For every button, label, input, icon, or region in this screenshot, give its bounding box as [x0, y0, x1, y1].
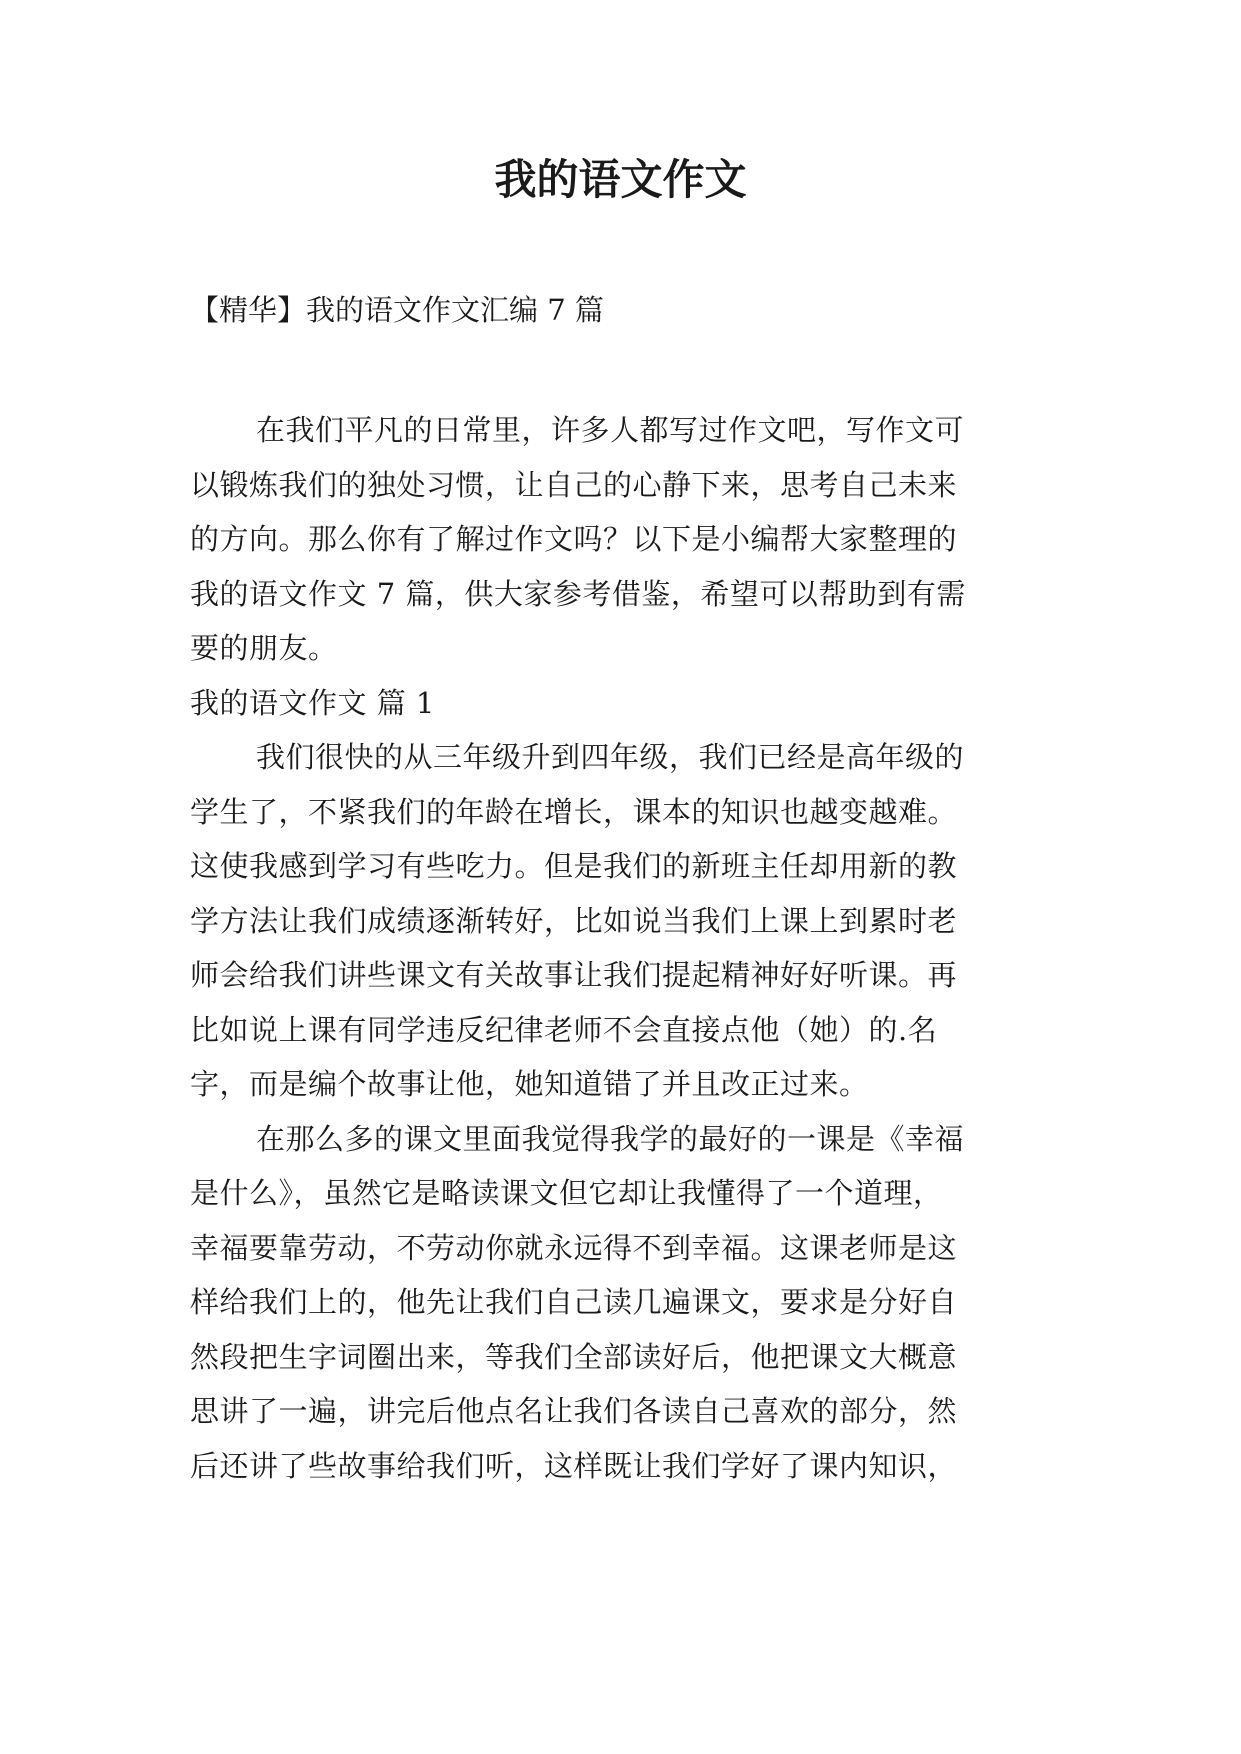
document-subtitle: 【精华】我的语文作文汇编 7 篇 [190, 293, 604, 327]
text-line: 字，而是编个故事让他，她知道错了并且改正过来。 [190, 1067, 869, 1101]
text-line: 然段把生字词圈出来，等我们全部读好后，他把课文大概意 [190, 1339, 958, 1374]
text-line: 我的语文作文 7 篇，供大家参考借鉴，希望可以帮助到有需 [190, 576, 966, 611]
text-line: 样给我们上的，他先让我们自己读几遍课文，要求是分好自 [190, 1285, 958, 1319]
section-heading: 我的语文作文 篇 1 [190, 685, 435, 720]
text-line: 在我们平凡的日常里，许多人都写过作文吧，写作文可 [256, 413, 965, 447]
text-line: 我们很快的从三年级升到四年级，我们已经是高年级的 [256, 740, 965, 774]
text-line: 在那么多的课文里面我觉得我学的最好的一课是《幸福 [256, 1121, 965, 1156]
document-title: 我的语文作文 [494, 155, 747, 204]
text-line: 的方向。那么你有了解过作文吗？以下是小编帮大家整理的 [190, 522, 958, 556]
text-line: 思讲了一遍，讲完后他点名让我们各读自己喜欢的部分，然 [190, 1394, 958, 1428]
text-line: 后还讲了些故事给我们听，这样既让我们学好了课内知识， [190, 1448, 958, 1483]
text-line: 学方法让我们成绩逐渐转好，比如说当我们上课上到累时老 [190, 903, 958, 938]
text-line: 要的朋友。 [190, 631, 338, 665]
intro-paragraph [190, 403, 1056, 1493]
text-line: 比如说上课有同学违反纪律老师不会直接点他（她）的.名 [190, 1012, 938, 1047]
text-line: 是什么》，虽然它是略读课文但它却让我懂得了一个道理， [190, 1176, 943, 1210]
text-line: 师会给我们讲些课文有关故事让我们提起精神好好听课。再 [190, 958, 958, 992]
text-line: 以锻炼我们的独处习惯，让自己的心静下来，思考自己未来 [190, 467, 958, 502]
text-line: 幸福要靠劳动，不劳动你就永远得不到幸福。这课老师是这 [190, 1230, 958, 1265]
text-line: 学生了，不紧我们的年龄在增长，课本的知识也越变越难。 [190, 794, 958, 829]
text-line: 这使我感到学习有些吃力。但是我们的新班主任却用新的教 [190, 849, 958, 883]
